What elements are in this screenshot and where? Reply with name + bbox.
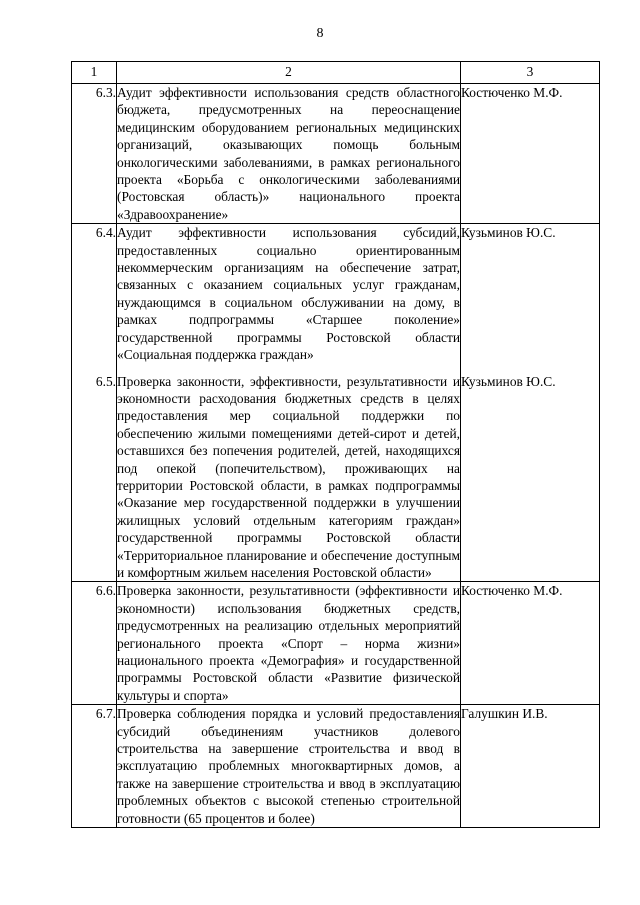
item-description: Проверка законности, результативности (эффективности и экономности) использования бюджетных средств, предусмотренных на реализацию отдельных мероприятий регионального проекта «Спорт – норма жизни» национального проекта «Демография» и государственной программы Ростовской области «Развитие физической культуры и спорта» — [117, 583, 460, 703]
item-description: Проверка соблюдения порядка и условий предоставления субсидий объединениям участников долевого строительства на завершение строительства и ввод в эксплуатацию проблемных многоквартирных домов, а также на завершение строительства и ввод в эксплуатацию проблемных объектов с высокой степенью строительной готовности (65 процентов и более) — [117, 706, 460, 826]
item-number: 6.6. — [72, 582, 117, 705]
table-row — [72, 705, 600, 828]
table-row — [72, 224, 600, 364]
item-description: Аудит эффективности использования средств областного бюджета, предусмотренных на переоснащение медицинским оборудованием региональных медицинских организаций, оказывающих помощь больным онкологическими заболеваниями, в рамках регионального проекта «Борьба с онкологическими заболеваниями (Ростовская область)» национального проекта «Здравоохранение» — [117, 85, 460, 222]
item-responsible: Костюченко М.Ф. — [461, 84, 600, 224]
column-header-number: 1 — [72, 62, 117, 84]
item-description: Проверка законности, эффективности, результативности и экономности расходования бюджетных средств в целях предоставления мер социальной поддержки по обеспечению жилыми помещениями детей-сирот и детей, оставшихся без попечения родителей, детей, находящихся под опекой (попечительством), проживающих на территории Ростовской области, в рамках подпрограммы «Оказание мер государственной поддержки в улучшении жилищных условий отдельным категориям граждан» государственной программы Ростовской области «Территориальное планирование и обеспечение доступным и комфортным жильем населения Ростовской области» — [117, 364, 461, 582]
table-header-row — [72, 62, 600, 84]
item-number: 6.4. — [72, 224, 117, 364]
item-description: Аудит эффективности использования субсидий, предоставленных социально ориентированным некоммерческим организациям на обеспечение затрат, связанных с оказанием социальных услуг гражданам, нуждающимся в социальном обслуживании на дому, в рамках подпрограммы «Старшее поколение» государственной программы Ростовской области «Социальная поддержка граждан» — [117, 225, 460, 363]
page-number: 8 — [316, 26, 324, 41]
item-number: 6.5. — [72, 364, 117, 582]
column-header-description: 2 — [117, 62, 461, 84]
column-header-responsible: 3 — [461, 62, 600, 84]
table-row — [72, 84, 600, 224]
item-responsible: Кузьминов Ю.С. — [461, 224, 600, 364]
item-responsible: Костюченко М.Ф. — [461, 582, 600, 705]
item-number: 6.3. — [72, 84, 117, 224]
table-row — [72, 582, 600, 705]
item-responsible: Галушкин И.В. — [461, 705, 600, 828]
item-responsible: Кузьминов Ю.С. — [461, 364, 600, 582]
table-row — [72, 364, 600, 582]
item-number: 6.7. — [72, 705, 117, 828]
plan-table — [71, 61, 600, 828]
